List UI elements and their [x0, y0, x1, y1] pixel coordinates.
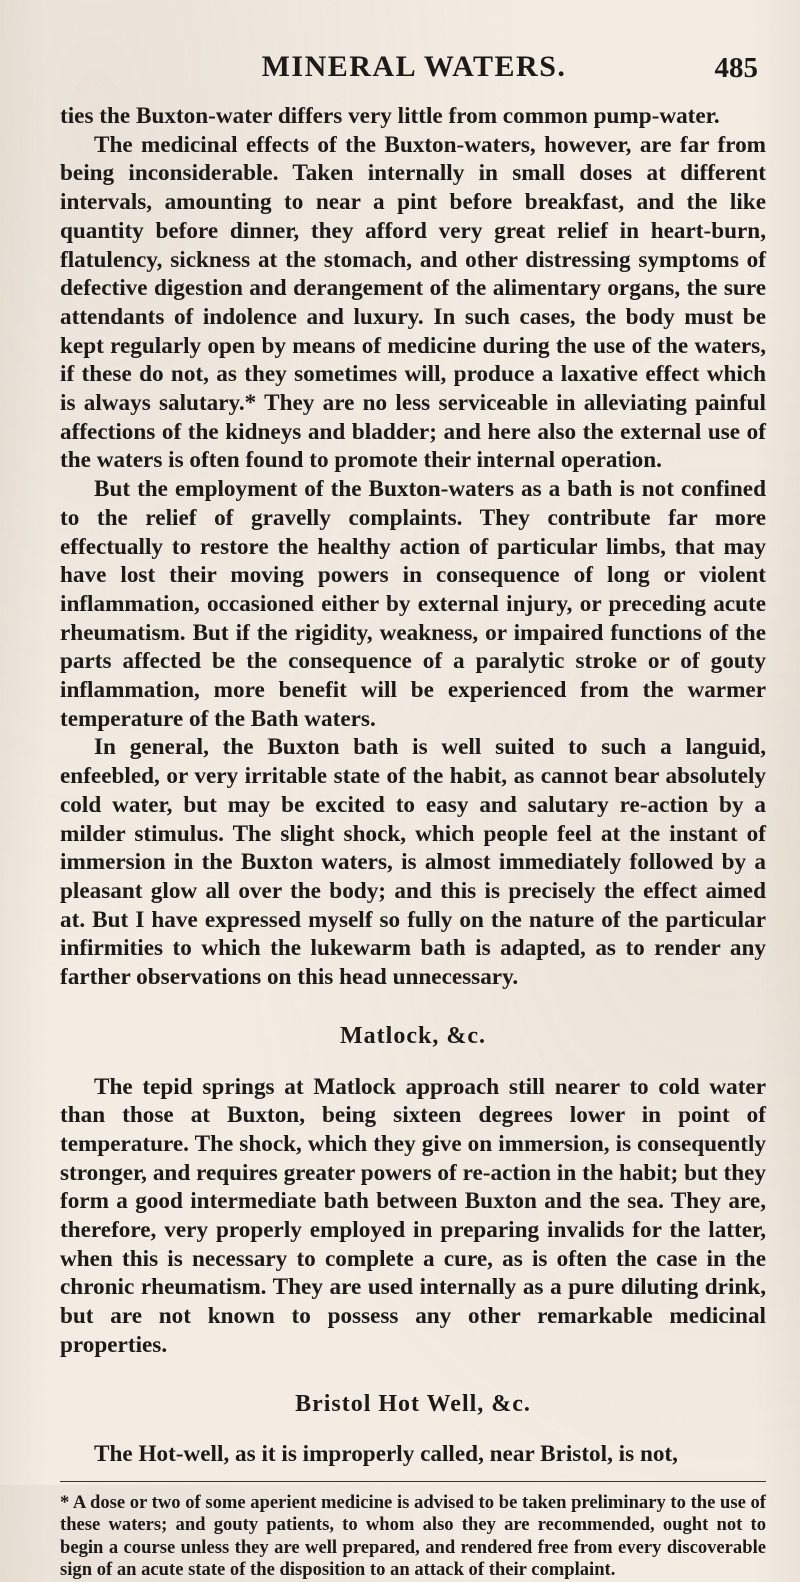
footnote-divider [60, 1481, 766, 1482]
running-head [70, 50, 758, 90]
section-heading-matlock: Matlock, &c. [340, 1022, 486, 1049]
paragraph-medicinal-effects: The medicinal effects of the Buxton-waters, however, are far from being inconsiderable. Taken internally in small doses at different intervals, amounting to near a pint before breakfast, and the like quantity before dinner, they afford very great relief in heart-burn, flatulency, sickness at the stomach, and other distressing symptoms of defective digestion and derangement of the alimentary organs, the sure attendants of indolence and luxury. In such cases, the body must be kept regularly open by means of medicine during the use of the waters, if these do not, as they sometimes will, produce a laxative effect which is always salutary.* They are no less serviceable in alleviating painful affections of the kidneys and bladder; and here also the external use of the waters is often found to promote their internal operation. [60, 131, 766, 474]
paragraph-matlock: The tepid springs at Matlock approach still nearer to cold water than those at Buxton, being sixteen degrees lower in point of temperature. The shock, which they give on immersion, is consequently stronger, and requires greater powers of re-action in the habit; but they form a good intermediate bath between Buxton and the sea. They are, therefore, very properly employed in preparing invalids for the latter, when this is necessary to complete a cure, as is often the case in the chronic rheumatism. They are used internally as a pure diluting drink, but are not known to possess any other remarkable medicinal properties. [60, 1073, 766, 1358]
paragraph-general-suitability: In general, the Buxton bath is well suited to such a languid, enfeebled, or very irritable state of the habit, as cannot bear absolutely cold water, but may be excited to easy and salutary re-action by a milder stimulus. The slight shock, which people feel at the instant of immersion in the Buxton waters, is almost immediately followed by a pleasant glow all over the body; and this is precisely the effect aimed at. But I have expressed myself so fully on the nature of the particular infirmities to which the lukewarm bath is adapted, as to render any farther observations on this head unnecessary. [60, 734, 766, 991]
body-text [60, 102, 766, 1582]
footnote: * A dose or two of some aperient medicine is advised to be taken preliminary to the use of these waters; and gouty patients, to whom also they are recommended, ought not to begin a course unless they are well prepared, and rendered free from every discoverable sign of an acute state of the disposition to an attack of their complaint. [60, 1491, 766, 1581]
section-heading-bristol: Bristol Hot Well, &c. [295, 1390, 531, 1417]
running-title: MINERAL WATERS. [261, 50, 567, 83]
paragraph-bath-employment: But the employment of the Buxton-waters as a bath is not confined to the relief of gravelly complaints. They contribute far more effectually to restore the healthy action of particular limbs, that may have lost their moving powers in consequence of long or violent inflammation, occasioned either by external injury, or preceding acute rheumatism. But if the rigidity, weakness, or impaired functions of the parts affected be the consequence of a paralytic stroke or of gouty inflammation, more benefit will be experienced from the warmer temperature of the Bath waters. [60, 476, 766, 732]
paragraph-bristol: The Hot-well, as it is improperly called, near Bristol, is not, [94, 1441, 678, 1468]
page-number: 485 [714, 52, 758, 84]
paragraph-continuation: ties the Buxton-water differs very little from common pump-water. [60, 103, 720, 129]
